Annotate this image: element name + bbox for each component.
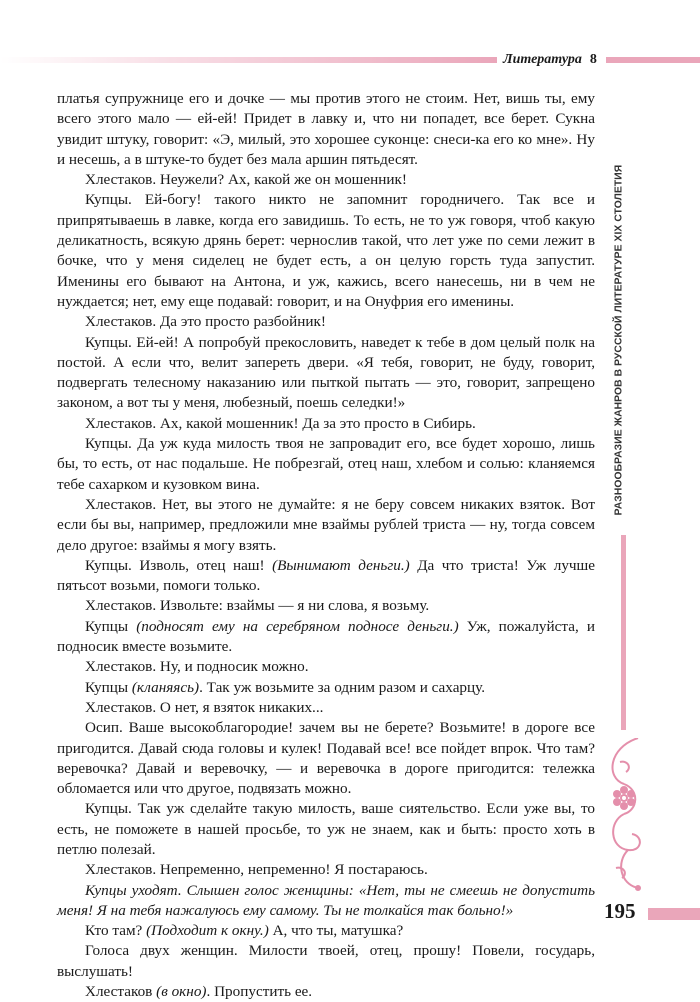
paragraph xyxy=(57,982,595,1002)
stage-direction: (Подходит к окну.) xyxy=(146,922,269,940)
speech-text: . Пропустить ее. xyxy=(206,983,313,1001)
paragraph: Хлестаков. Непременно, непременно! Я постараюсь. xyxy=(85,861,428,879)
paragraph: Хлестаков. Неужели? Ах, какой же он мошенник! xyxy=(85,171,407,189)
paragraph: Хлестаков. Нет, вы этого не думайте: я не беру совсем никаких взяток. Вот если бы вы, например, предложили мне взаймы рублей триста — ну, тогда совсем дело другое: взаймы я могу взять. xyxy=(57,495,595,554)
paragraph: Купцы. Ей-ей! А попробуй прекословить, наведет к тебе в дом целый полк на постой. А если что, велит запереть двери. «Я тебя, говорит, не буду, говорит, подвергать телесному наказанию или пыткой пытать — это, говорит, запрещено законом, а вот ты у меня, любезный, поешь селедки!» xyxy=(57,333,595,412)
speech-text: Кто там? xyxy=(85,922,147,940)
paragraph: Голоса двух женщин. Милости твоей, отец, прошу! Повели, государь, выслушать! xyxy=(57,942,595,980)
speech-text: Купцы. Изволь, отец наш! xyxy=(85,556,273,574)
section-number: 8 xyxy=(589,52,597,67)
side-section-label xyxy=(603,140,635,540)
header-rule xyxy=(0,57,497,63)
paragraph: Хлестаков. Ах, какой мошенник! Да за это просто в Сибирь. xyxy=(85,414,476,432)
paragraph xyxy=(57,617,595,658)
subject-title: Литература xyxy=(503,52,582,67)
side-bar xyxy=(621,535,626,730)
speech-text: А, что ты, матушка? xyxy=(268,922,404,940)
paragraph xyxy=(57,921,595,941)
paragraph: платья супружнице его и дочке — мы против этого не стоим. Нет, вишь ты, ему всего этого мало — ей-ей! Придет в лавку и, что ни попадет, все берет. Сукна увидит штуку, говорит: «Э, милый, это хорошее суконце: снеси-ка его ко мне». Ну и несешь, а в штуке-то будет без мала аршин пятьдесят. xyxy=(57,90,595,168)
speech-text: Хлестаков xyxy=(85,983,157,1001)
paragraph: Хлестаков. Извольте: взаймы — я ни слова, я возьму. xyxy=(85,597,430,615)
paragraph: Купцы. Да уж куда милость твоя не запровадит его, все будет хорошо, лишь бы, то есть, от нас подальше. Не побрезгай, отец наш, хлебом и солью: кланяемся тебе сахарком и кузовком вина. xyxy=(57,435,595,493)
header-rule-right xyxy=(606,57,700,63)
running-head xyxy=(503,52,597,68)
paragraph: Купцы. Ей-богу! такого никто не запомнит городничего. Так все и припрятываешь в лавке, когда его завидишь. То есть, не то уж говоря, чтоб какую деликатность, всякую дрянь берет: чернослив такой, что лет уже по семи лежит в бочке, что у меня сиделец не будет есть, а он целую горсть туда запустит. Именины его бывают на Антона, и уж, кажись, всего нанесешь, ни в чем не нуждается; нет, ему еще подавай: говорит, и на Онуфрия его именины. xyxy=(57,191,595,310)
stage-direction: (подносят ему на серебряном подносе деньги.) xyxy=(136,617,459,635)
stage-direction: (Вынимают деньги.) xyxy=(272,556,410,574)
paragraph: Купцы уходят. Слышен голос женщины: «Нет, ты не смеешь не допустить меня! Я на тебя нажалуюсь ему самому. Ты не толкайся так больно!» xyxy=(57,881,595,919)
stage-direction: (в окно) xyxy=(156,983,207,1001)
speech-text: Уж, пожалуйста, и подносик вместе возьмите. xyxy=(57,617,595,656)
speech-text: Да что триста! Уж лучше пятьсот возьми, помоги только. xyxy=(57,556,595,595)
paragraph: Хлестаков. Ну, и подносик можно. xyxy=(85,658,309,676)
speech-text: Купцы xyxy=(85,678,132,696)
page-number: 195 xyxy=(604,899,636,923)
side-label-text: РАЗНООБРАЗИЕ ЖАНРОВ В РУССКОЙ ЛИТЕРАТУРЕ XIX СТОЛЕТИЯ xyxy=(613,164,625,516)
paragraph: Хлестаков. О нет, я взяток никаких... xyxy=(85,698,324,716)
paragraph: Осип. Ваше высокоблагородие! зачем вы не берете? Возьмите! в дороге все пригодится. Давай сюда головы и кулек! Подавай все! все пойдет впрок. Что там? веревочка? Давай и веревочку, — и веревочка в дороге пригодится: тележка обломается или что другое, подвязать можно. xyxy=(57,719,595,798)
body-text xyxy=(57,89,595,1002)
page-number-bar xyxy=(648,908,700,920)
speech-text: . Так уж возьмите за одним разом и сахарцу. xyxy=(199,678,486,696)
speech-text: Купцы xyxy=(85,617,137,635)
floral-ornament xyxy=(598,738,650,898)
paragraph xyxy=(57,556,595,597)
paragraph xyxy=(57,678,595,698)
paragraph: Хлестаков. Да это просто разбойник! xyxy=(85,313,326,331)
stage-direction: (кланяясь) xyxy=(131,678,200,696)
paragraph: Купцы. Так уж сделайте такую милость, ваше сиятельство. Если уже вы, то есть, не поможете в нашей просьбе, то уж не знаем, как и быть: просто хоть в петлю полезай. xyxy=(57,800,595,858)
